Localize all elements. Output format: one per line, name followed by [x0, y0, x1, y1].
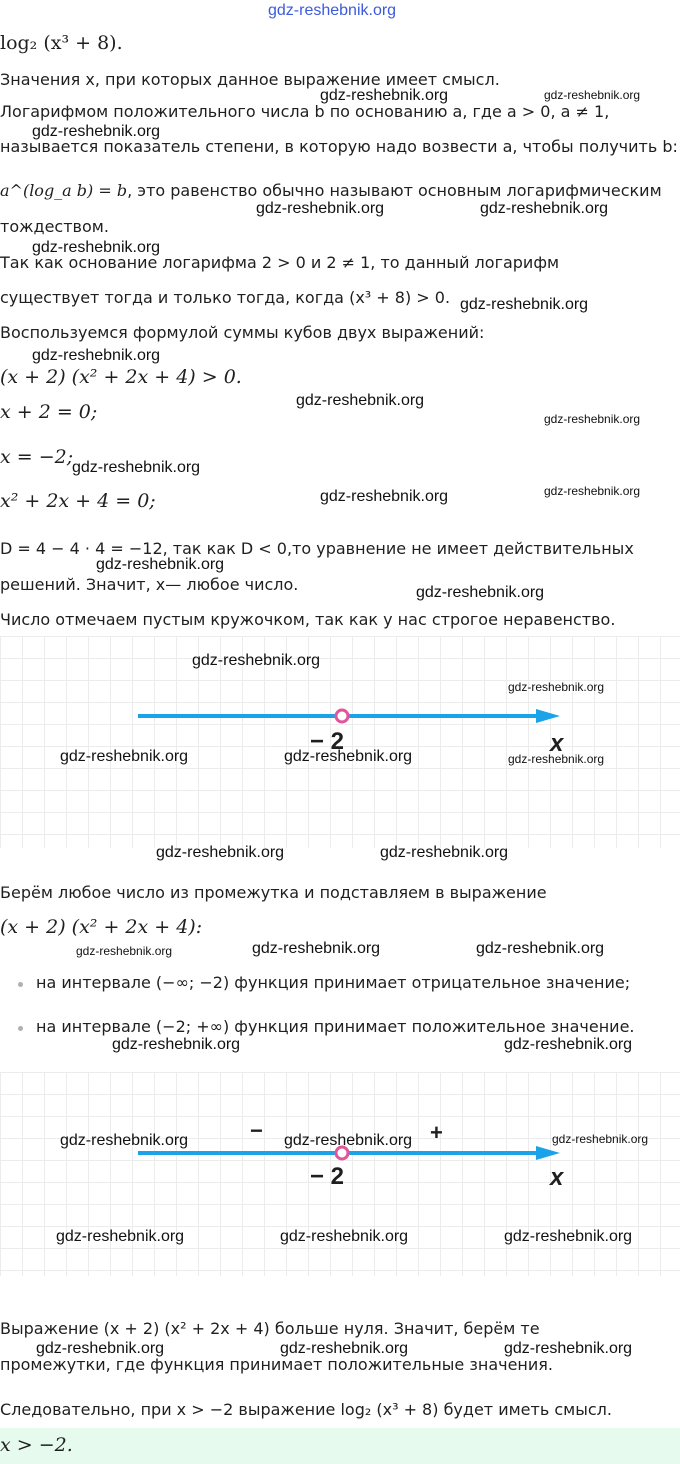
watermark: gdz-reshebnik.org [32, 239, 161, 256]
watermark: gdz-reshebnik.org [252, 940, 381, 957]
watermark: gdz-reshebnik.org [416, 584, 545, 601]
number-line-2 [0, 1072, 680, 1276]
arrow-head-icon [536, 1146, 560, 1160]
text-therefore: Следовательно, при x > −2 выражение log₂ (x³ + 8) будет иметь смысл. [0, 1400, 612, 1419]
text-definition-1: Логарифмом положительного числа b по основанию a, где a > 0, a ≠ 1, [0, 102, 610, 121]
watermark: gdz-reshebnik.org [460, 296, 589, 313]
watermark: gdz-reshebnik.org [480, 200, 609, 217]
watermark: gdz-reshebnik.org [508, 752, 605, 766]
identity-line [0, 180, 662, 202]
text-meaning: Значения x, при которых данное выражение имеет смысл. [0, 70, 500, 89]
sign-minus: − [250, 1118, 263, 1143]
watermark: gdz-reshebnik.org [280, 1228, 409, 1245]
watermark: gdz-reshebnik.org [156, 844, 285, 861]
text-base-1: Так как основание логарифма 2 > 0 и 2 ≠ 1, то данный логарифм [0, 253, 560, 272]
watermark: gdz-reshebnik.org [284, 748, 413, 765]
expression-log: log₂ (x³ + 8). [0, 32, 123, 54]
watermark: gdz-reshebnik.org [508, 680, 605, 694]
list-item-positive: на интервале (−2; +∞) функция принимает положительное значение. [36, 1017, 635, 1036]
eq-quadratic: x² + 2x + 4 = 0; [0, 490, 156, 512]
watermark: gdz-reshebnik.org [544, 88, 641, 102]
watermark: gdz-reshebnik.org [544, 484, 641, 498]
text-empty-circle: Число отмечаем пустым кружочком, так как у нас строгое неравенство. [0, 610, 616, 629]
watermark: gdz-reshebnik.org [476, 940, 605, 957]
text-cubes-intro: Воспользуемся формулой суммы кубов двух выражений: [0, 323, 485, 342]
number-line-1 [0, 636, 680, 861]
text-substitute: Берём любое число из промежутка и подставляем в выражение [0, 883, 547, 902]
bullet-icon [18, 982, 23, 987]
arrow-head-icon [536, 709, 560, 723]
text-conclusion-1: Выражение (x + 2) (x² + 2x + 4) больше нуля. Значит, берём те [0, 1319, 540, 1338]
watermark: gdz-reshebnik.org [256, 200, 385, 217]
identity-text: , это равенство обычно называют основным логарифмическим [127, 181, 662, 200]
watermark: gdz-reshebnik.org [284, 1132, 413, 1149]
watermark: gdz-reshebnik.org [504, 1036, 633, 1053]
watermark: gdz-reshebnik.org [552, 1132, 649, 1146]
text-definition-2: называется показатель степени, в которую надо возвести a, чтобы получить b: [0, 137, 678, 156]
watermark: gdz-reshebnik.org [76, 944, 173, 958]
watermark: gdz-reshebnik.org [112, 1036, 241, 1053]
sign-plus: + [430, 1120, 443, 1145]
axis-label: x [550, 1164, 564, 1191]
eq-root: x = −2; [0, 446, 74, 468]
watermark: gdz-reshebnik.org [296, 392, 425, 409]
watermark: gdz-reshebnik.org [320, 488, 449, 505]
watermark: gdz-reshebnik.org [96, 556, 225, 573]
watermark: gdz-reshebnik.org [504, 1228, 633, 1245]
watermark: gdz-reshebnik.org [380, 844, 509, 861]
text-no-roots: решений. Значит, x— любое число. [0, 575, 299, 594]
answer-box [0, 1428, 680, 1464]
watermark: gdz-reshebnik.org [280, 1340, 409, 1357]
watermark: gdz-reshebnik.org [32, 347, 161, 364]
watermark: gdz-reshebnik.org [192, 652, 321, 669]
watermark: gdz-reshebnik.org [56, 1228, 185, 1245]
text-conclusion-2: промежутки, где функция принимает положительные значения. [0, 1355, 553, 1374]
bullet-icon [18, 1026, 23, 1031]
empty-point-icon [336, 710, 348, 722]
answer-text: x > −2. [0, 1434, 73, 1456]
point-label: − 2 [310, 728, 345, 755]
watermark: gdz-reshebnik.org [72, 459, 201, 476]
identity-end: тождеством. [0, 217, 109, 236]
eq-linear: x + 2 = 0; [0, 401, 98, 423]
watermark: gdz-reshebnik.org [32, 123, 161, 140]
text-discriminant: D = 4 − 4 · 4 = −12, так как D < 0,то уравнение не имеет действительных [0, 539, 634, 558]
watermark: gdz-reshebnik.org [60, 1132, 189, 1149]
list-item-negative: на интервале (−∞; −2) функция принимает отрицательное значение; [36, 973, 631, 992]
eq-factored: (x + 2) (x² + 2x + 4) > 0. [0, 366, 242, 388]
point-label: − 2 [310, 1163, 345, 1190]
substitute-expr: (x + 2) (x² + 2x + 4): [0, 916, 203, 938]
watermark-top: gdz-reshebnik.org [268, 2, 397, 19]
watermark: gdz-reshebnik.org [544, 412, 641, 426]
watermark: gdz-reshebnik.org [320, 87, 449, 104]
axis-label: x [550, 730, 564, 757]
text-base-2: существует тогда и только тогда, когда (x³ + 8) > 0. [0, 288, 451, 307]
watermark: gdz-reshebnik.org [504, 1340, 633, 1357]
watermark: gdz-reshebnik.org [36, 1340, 165, 1357]
watermark: gdz-reshebnik.org [60, 748, 189, 765]
identity-formula: a^(log_a b) = b [0, 181, 128, 200]
